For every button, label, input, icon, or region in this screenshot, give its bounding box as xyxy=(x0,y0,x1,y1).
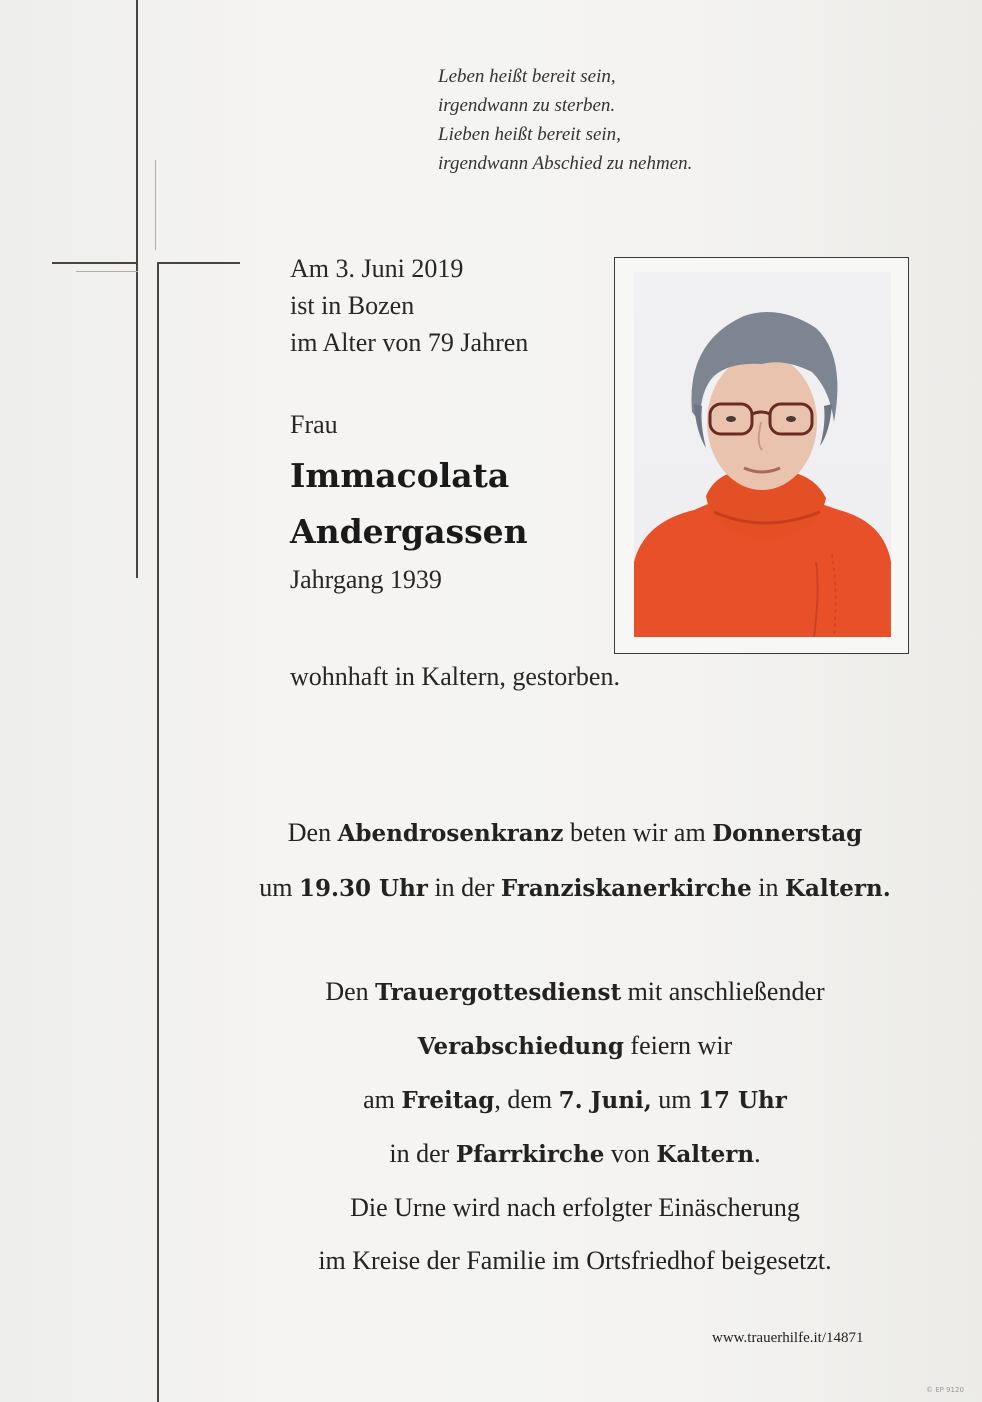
motto-line: irgendwann zu sterben. xyxy=(438,95,616,116)
footer-url-link[interactable]: www.trauerhilfe.it/14871 xyxy=(712,1330,864,1346)
service-line-5: Die Urne wird nach erfolgter Einäscherung xyxy=(350,1193,800,1222)
salutation: Frau xyxy=(290,410,338,439)
service-line-3: am Freitag, dem 7. Juni, um 17 Uhr xyxy=(363,1085,787,1114)
intro-line: Am 3. Juni 2019 xyxy=(290,254,464,283)
portrait-illustration xyxy=(634,272,891,637)
cross-vertical-line-left xyxy=(136,0,138,578)
service-line-2: Verabschiedung feiern wir xyxy=(417,1031,733,1060)
rosary-info xyxy=(150,806,982,916)
motto-line: Leben heißt bereit sein, xyxy=(438,66,616,87)
intro-line: im Alter von 79 Jahren xyxy=(290,328,529,357)
cross-vertical-line-thin xyxy=(155,160,156,250)
birth-year: Jahrgang 1939 xyxy=(290,565,442,594)
motto-line: Lieben heißt bereit sein, xyxy=(438,124,621,145)
service-line-6: im Kreise der Familie im Ortsfriedhof beigesetzt. xyxy=(318,1246,832,1275)
residence-line: wohnhaft in Kaltern, gestorben. xyxy=(290,662,620,691)
motto-quote xyxy=(438,62,798,178)
footer-code: © EP 9120 xyxy=(926,1386,964,1394)
funeral-service-info xyxy=(150,965,982,1287)
rosary-line-2: um 19.30 Uhr in der Franziskanerkirche in Kaltern. xyxy=(259,873,891,902)
cross-horizontal-line-left xyxy=(52,262,138,264)
service-line-4: in der Pfarrkirche von Kaltern. xyxy=(389,1139,761,1168)
intro-line: ist in Bozen xyxy=(290,291,415,320)
deceased-name xyxy=(290,448,528,560)
motto-line: irgendwann Abschied zu nehmen. xyxy=(438,153,693,174)
death-announcement-intro xyxy=(290,250,528,361)
first-name: Immacolata xyxy=(290,456,510,495)
portrait-frame xyxy=(614,257,909,654)
portrait-photo xyxy=(634,272,891,637)
cross-horizontal-line-thin xyxy=(76,271,138,272)
rosary-line-1: Den Abendrosenkranz beten wir am Donnerstag xyxy=(287,818,863,847)
cross-horizontal-line-right xyxy=(157,262,240,264)
service-line-1: Den Trauergottesdienst mit anschließender xyxy=(325,977,825,1006)
last-name: Andergassen xyxy=(290,512,528,551)
